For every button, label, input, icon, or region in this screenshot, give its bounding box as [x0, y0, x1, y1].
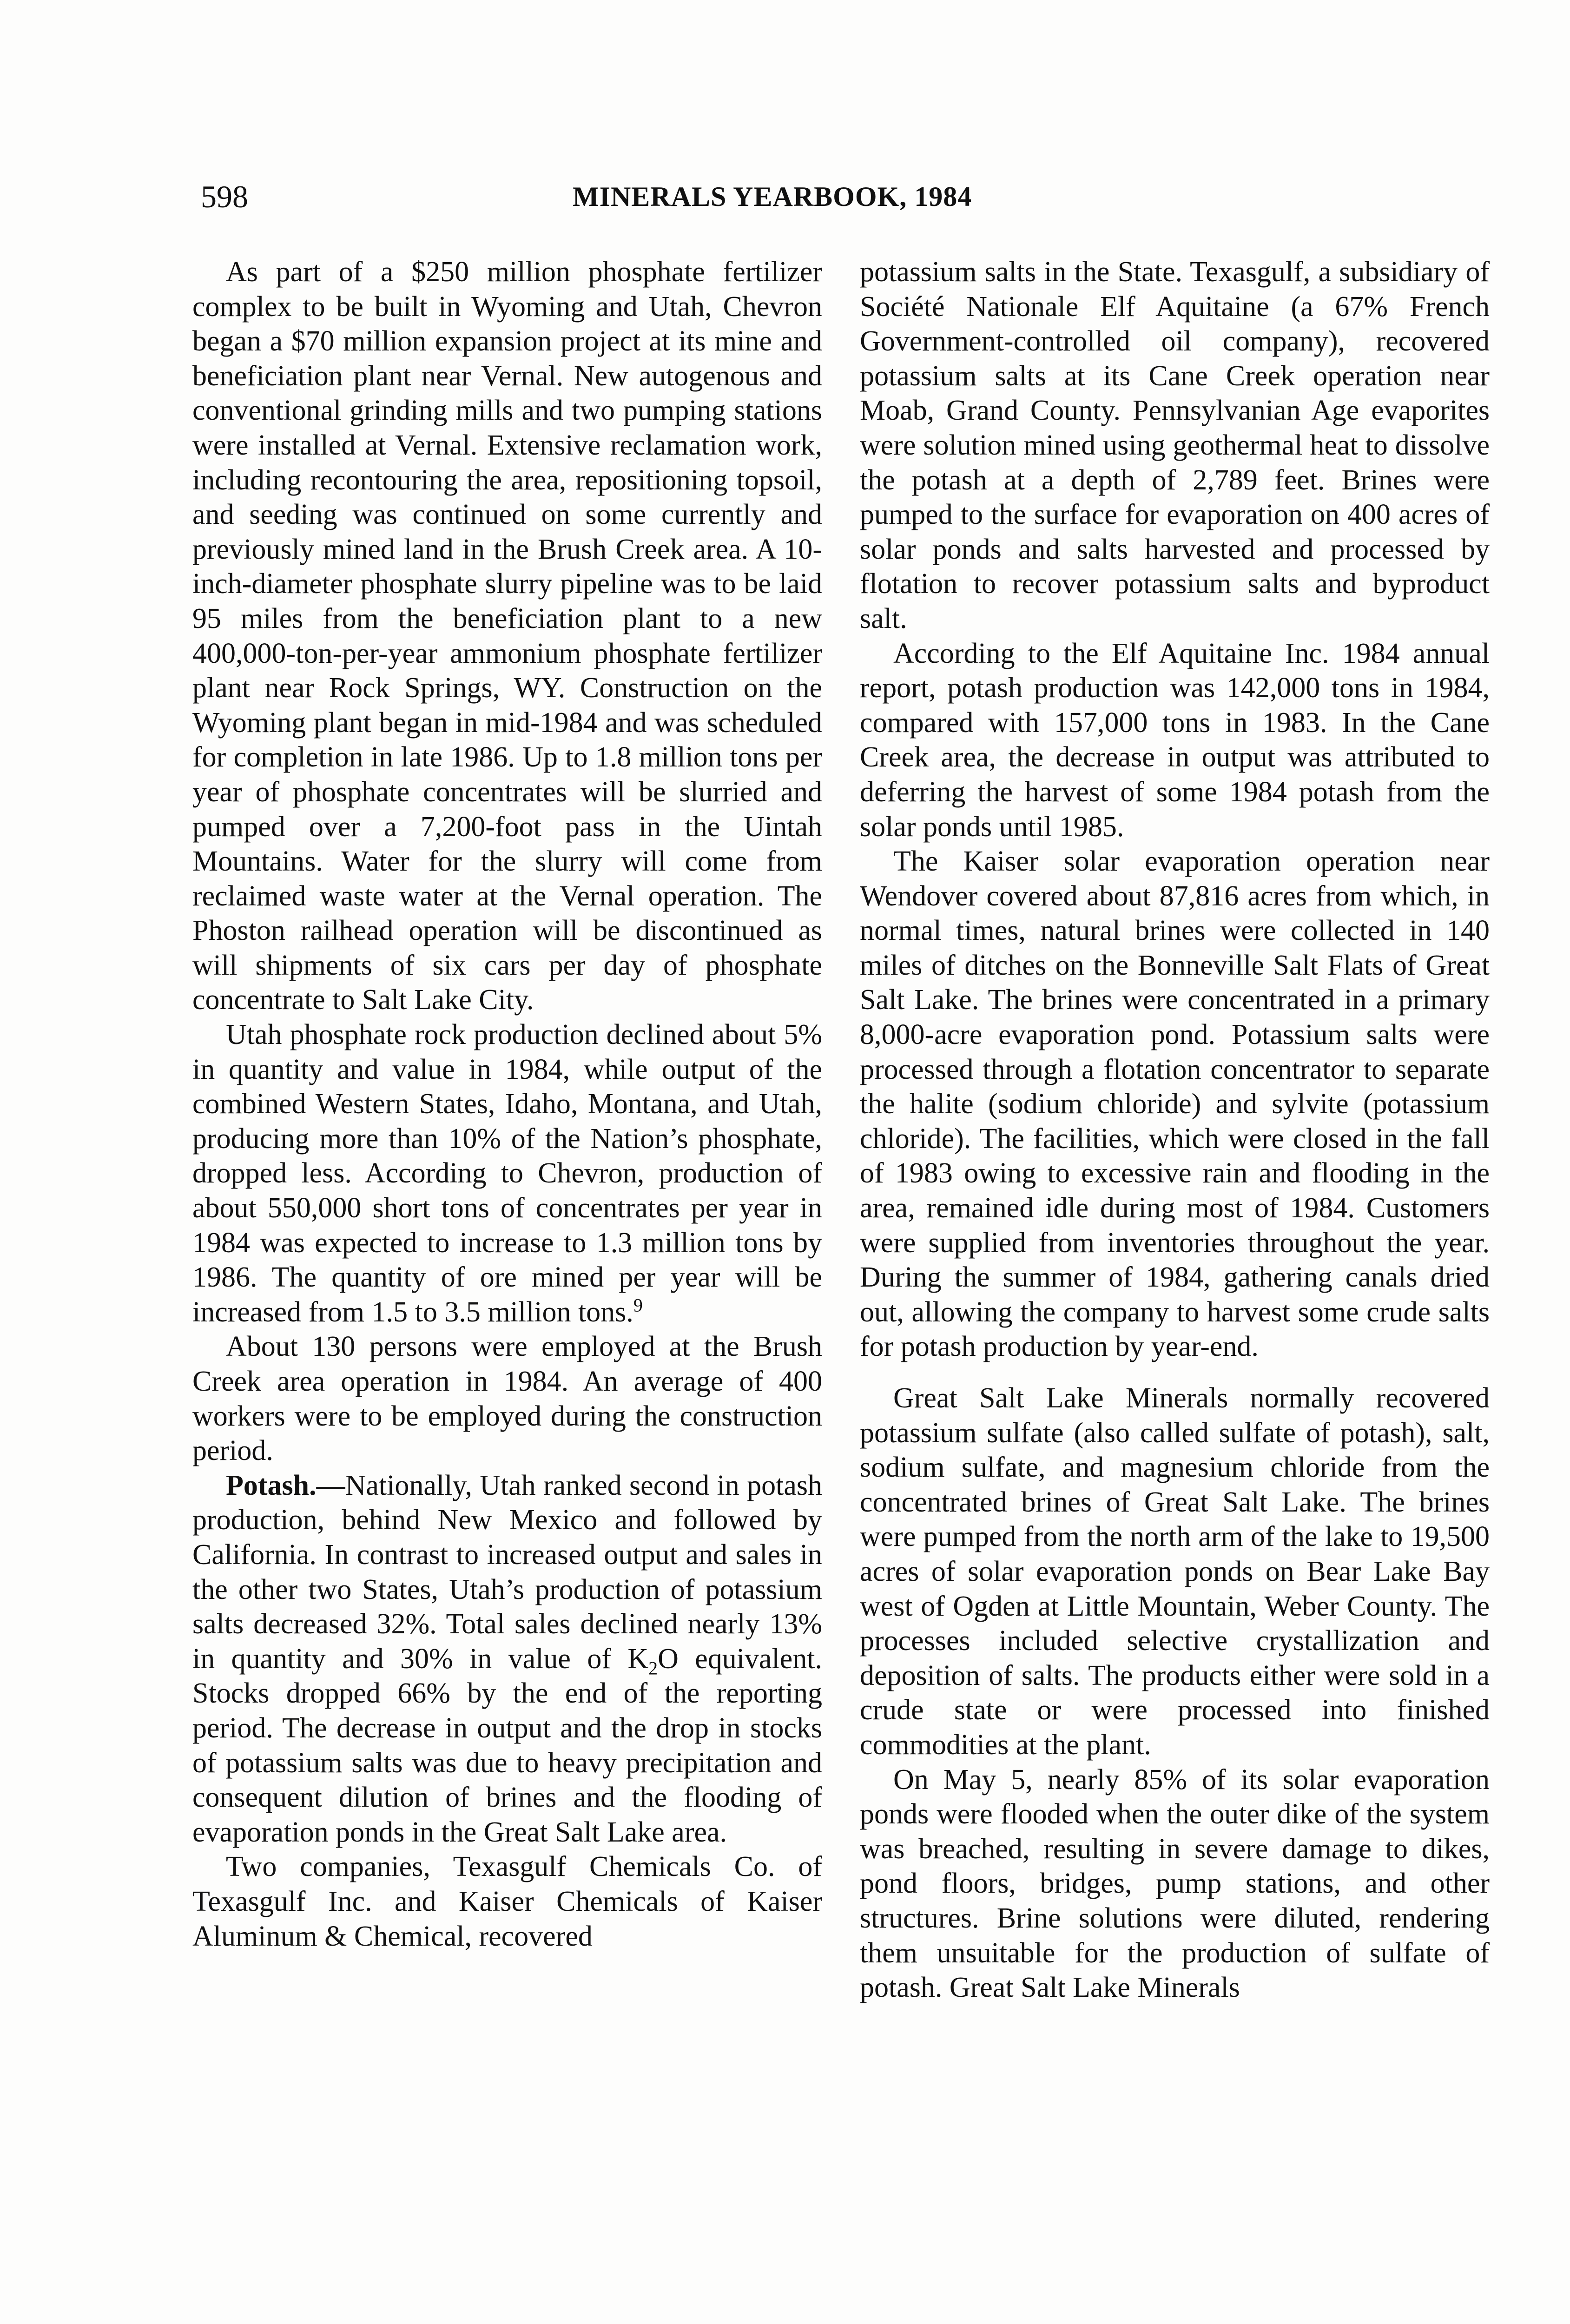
paragraph-potash: [192, 1468, 822, 1850]
paragraph-elf-aquitaine-report: According to the Elf Aquitaine Inc. 1984 annual report, potash production was 142,000 tons in 1984, compared with 157,000 tons in 1983. In the Cane Creek area, the decrease in output was attributed to deferring the harvest of some 1984 potash from the solar ponds until 1985.: [860, 637, 1490, 843]
paragraph-text: O equivalent. Stocks dropped 66% by the end of the reporting period. The decrease in output and the drop in stocks of potassium salts was due to heavy precipitation and consequent dilution of brines and the flooding of evaporation ponds in the Great Salt Lake area.: [192, 1643, 822, 1848]
paragraph-two-companies: Two companies, Texasgulf Chemicals Co. of Texasgulf Inc. and Kaiser Chemicals of Kaiser Aluminum & Chemical, recovered: [192, 1851, 822, 1952]
running-title: MINERALS YEARBOOK, 1984: [573, 181, 972, 212]
paragraph-dike-breach: On May 5, nearly 85% of its solar evaporation ponds were flooded when the outer dike of the system was breached, resulting in severe damage to dikes, pond floors, bridges, pump stations, and other structures. Brine solutions were diluted, rendering them unsuitable for the production of sulfate of potash. Great Salt Lake Minerals: [860, 1763, 1490, 2004]
paragraph-kaiser-operation: The Kaiser solar evaporation operation near Wendover covered about 87,816 acres from which, in normal times, natural brines were collected in 140 miles of ditches on the Bonneville Salt Flats of Great Salt Lake. The brines were concentrated in a primary 8,000-acre evaporation pond. Potassium salts were processed through a flotation concentrator to separate the halite (sodium chloride) and sylvite (potassium chloride). The facilities, which were closed in the fall of 1983 owing to excessive rain and flooding in the area, remained idle during most of 1984. Customers were supplied from inventories throughout the year. During the summer of 1984, gathering canals dried out, allowing the company to harvest some crude salts for potash production by year-end.: [860, 845, 1490, 1363]
page-number: 598: [201, 179, 248, 214]
paragraph-phosphate-complex: As part of a $250 million phosphate fertilizer complex to be built in Wyoming and Utah, Chevron began a $70 million expansion project at its mine and beneficiation plant near Vernal. New autogenous and conventional grinding mills and two pumping stations were installed at Vernal. Extensive reclamation work, including recontouring the area, repositioning topsoil, and seeding was continued on some currently and previously mined land in the Brush Creek area. A 10-inch-diameter phosphate slurry pipeline was to be laid 95 miles from the beneficiation plant to a new 400,000-ton-per-year ammonium phosphate fertilizer plant near Rock Springs, WY. Construction on the Wyoming plant began in mid-1984 and was scheduled for completion in late 1986. Up to 1.8 million tons per year of phosphate concentrates will be slurried and pumped over a 7,200-foot pass in the Uintah Mountains. Water for the slurry will come from reclaimed waste water at the Vernal operation. The Phoston railhead operation will be discontinued as will shipments of six cars per day of phosphate concentrate to Salt Lake City.: [192, 256, 822, 1016]
paragraph-employment: About 130 persons were employed at the Brush Creek area operation in 1984. An average of 400 workers were to be employed during the construction period.: [192, 1331, 822, 1467]
paragraph-text: Utah phosphate rock production declined about 5% in quantity and value in 1984, while output of the combined Western States, Idaho, Montana, and Utah, producing more than 10% of the Nation’s phosphate, dropped less. According to Chevron, production of about 550,000 short tons of concentrates per year in 1984 was expected to increase to 1.3 million tons by 1986. The quantity of ore mined per year will be increased from 1.5 to 3.5 million tons.: [192, 1019, 822, 1328]
right-column: [860, 255, 1490, 2005]
paragraph-texasgulf: potassium salts in the State. Texasgulf, a subsidiary of Société Nationale Elf Aquitaine (a 67% French Government-controlled oil company), recovered potassium salts at its Cane Creek operation near Moab, Grand County. Pennsylvanian Age evaporites were solution mined using geothermal heat to dissolve the potash at a depth of 2,789 feet. Brines were pumped to the surface for evaporation on 400 acres of solar ponds and salts harvested and processed by flotation to recover potassium salts and byproduct salt.: [860, 256, 1490, 634]
left-column: [192, 255, 822, 1954]
paragraph-utah-phosphate-production: [192, 1017, 822, 1329]
footnote-reference: 9: [633, 1294, 643, 1316]
paragraph-great-salt-lake-minerals: Great Salt Lake Minerals normally recovered potassium sulfate (also called sulfate of potash), salt, sodium sulfate, and magnesium chloride from the concentrated brines of Great Salt Lake. The brines were pumped from the north arm of the lake to 19,500 acres of solar evaporation ponds on Bear Lake Bay west of Ogden at Little Mountain, Weber County. The processes included selective crystallization and deposition of salts. The products either were sold in a crude state or were processed into finished commodities at the plant.: [860, 1382, 1490, 1761]
running-head: [201, 176, 1121, 218]
section-heading-potash: Potash.—: [226, 1469, 345, 1501]
paragraph-text: Nationally, Utah ranked second in potash production, behind New Mexico and followed by California. In contrast to increased output and sales in the other two States, Utah’s production of potassium salts decreased 32%. Total sales declined nearly 13% in quantity and 30% in value of K: [192, 1469, 822, 1675]
subscript: 2: [648, 1657, 658, 1679]
